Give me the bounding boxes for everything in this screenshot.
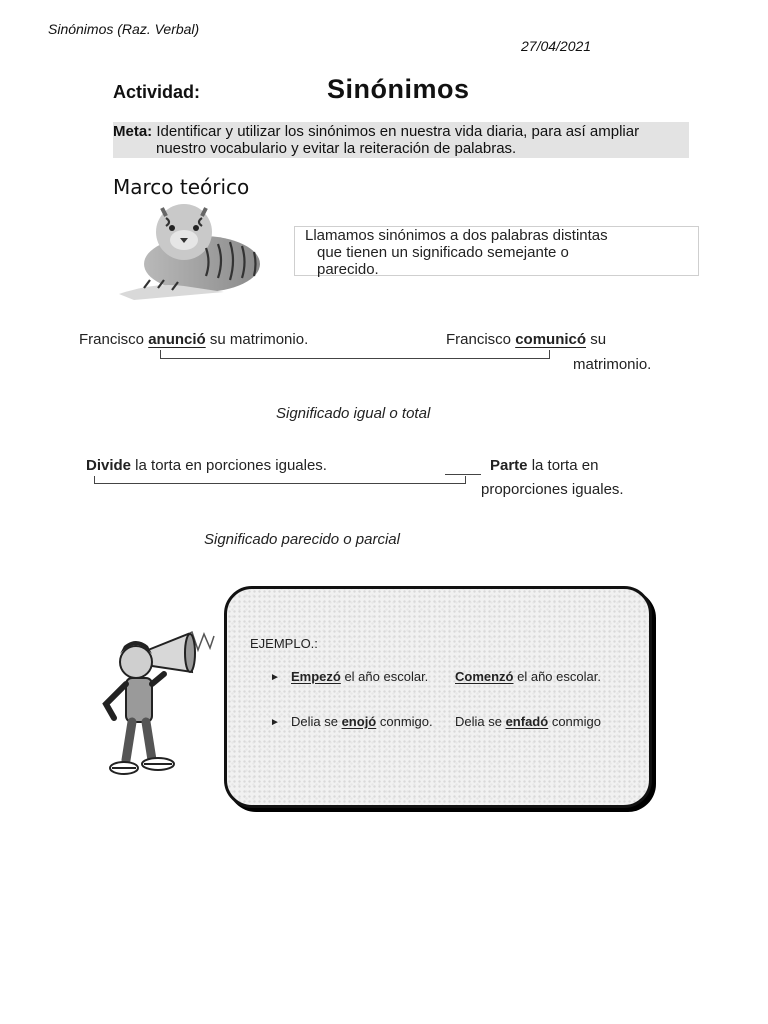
goal-line-2: nuestro vocabulario y evitar la reiteración de palabras. [156,140,517,157]
example-1-bracket [160,350,550,359]
example-box-row-1-a: Empezó el año escolar. [291,669,429,684]
example-2-caption: Significado parecido o parcial [204,531,400,548]
example-box-heading: EJEMPLO.: [250,636,318,651]
example-1-sentence-a: Francisco anunció su matrimonio. [79,331,309,348]
example-box-row-1-b: Comenzó el año escolar. [455,669,601,684]
example-2-bracket [94,476,466,484]
example-box-word-1b: Comenzó [455,669,514,684]
bullet-arrow-icon: ► [270,717,280,728]
example-2-blank [445,474,481,475]
example-1-word-b: comunicó [515,331,587,348]
goal-label: Meta: [113,123,153,140]
theory-heading: Marco teórico [113,175,250,199]
example-box-row-2-a: Delia se enojó conmigo. [291,714,433,729]
example-2-sentence-a: Divide la torta en porciones iguales. [86,457,327,474]
definition-line-3: parecido. [317,261,379,278]
definition-box [294,226,699,276]
activity-label: Actividad: [113,82,201,102]
example-box-word-1a: Empezó [291,669,341,684]
document-date: 27/04/2021 [521,38,592,54]
example-box-word-2a: enojó [341,714,377,729]
definition-line-2: que tienen un significado semejante o [317,244,569,261]
example-1-sentence-b: Francisco comunicó su [446,331,607,348]
example-1-caption: Significado igual o total [276,405,431,422]
megaphone-figure-illustration [96,622,226,782]
tiger-illustration [114,202,264,302]
example-2-word-a: Divide [86,457,132,474]
goal-line-1: Identificar y utilizar los sinónimos en nuestra vida diaria, para así ampliar [156,123,640,140]
document-subject: Sinónimos (Raz. Verbal) [48,21,200,37]
example-1-sentence-b-line-2: matrimonio. [573,356,652,373]
definition-line-1: Llamamos sinónimos a dos palabras distintas [305,227,608,244]
example-1-word-a: anunció [148,331,206,348]
goal-box [113,122,689,158]
bullet-arrow-icon: ► [270,672,280,683]
example-box [224,586,652,808]
page-title: Sinónimos [327,74,470,104]
example-box-word-2b: enfadó [505,714,549,729]
example-2-word-b: Parte [490,457,528,474]
example-2-sentence-b: Parte la torta en [490,457,599,474]
example-box-row-2-b: Delia se enfadó conmigo [455,714,601,729]
example-2-sentence-b-line-2: proporciones iguales. [481,481,624,498]
